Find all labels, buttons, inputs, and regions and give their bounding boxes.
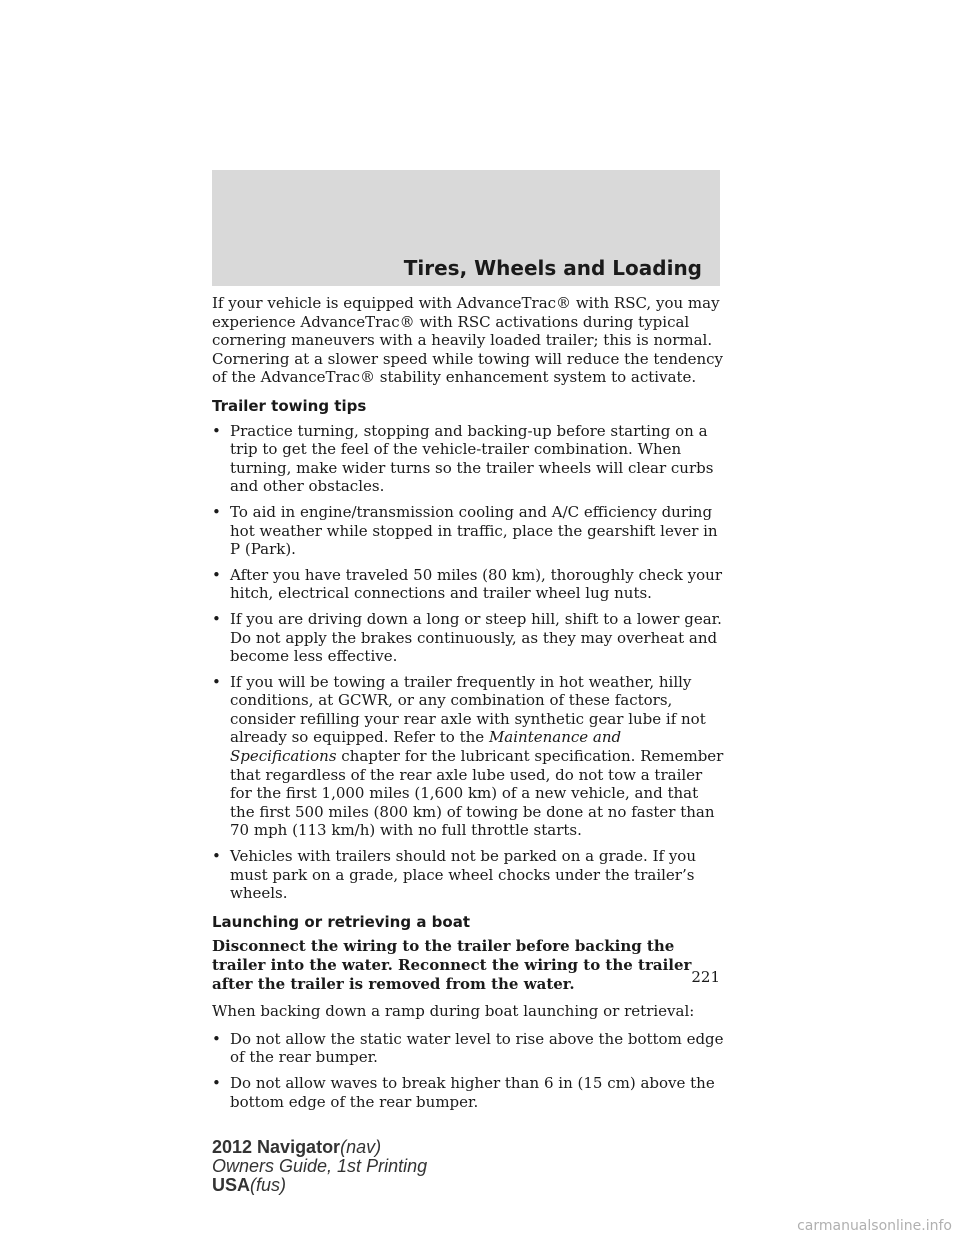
watermark: carmanualsonline.info [797,1218,952,1234]
section-title: Tires, Wheels and Loading [403,256,702,280]
footer-edition: Owners Guide, 1st Printing [212,1156,428,1176]
section-header-band [212,170,720,286]
list-item-text: chapter for the lubricant specification. Remember that regardless of the rear axle lube used, do not tow a trailer for the first 1,000 miles (1,600 km) of a new vehicle, and that the first 500 miles (800 km) of towing be done at no faster than 70 mph (113 km/h) with no full throttle starts. [230,747,724,840]
footer-market: USA [212,1175,251,1195]
footer-market-code: (fus) [250,1175,287,1195]
boat-heading: Launching or retrieving a boat [212,912,471,931]
list-item: • If you are driving down a long or steep hill, shift to a lower gear. Do not apply the brakes continuously, as they may overheat and become less effective. [212,610,727,666]
list-item-text: If you will be towing a trailer frequently in hot weather, hilly conditions, at GCWR, or any combination of these factors, consider refilling your rear axle with synthetic gear lube if not already so equipped. Refer to the [230,672,706,747]
chapter-reference: Maintenance and Specifications [230,728,622,766]
list-item: • After you have traveled 50 miles (80 km), thoroughly check your hitch, electrical connections and trailer wheel lug nuts. [212,566,727,603]
boat-intro: When backing down a ramp during boat launching or retrieval: [212,1002,695,1021]
list-item: • To aid in engine/transmission cooling and A/C efficiency during hot weather while stopped in traffic, place the gearshift lever in P (Park). [212,503,727,559]
towing-tips-heading: Trailer towing tips [212,396,367,415]
list-item: • Do not allow the static water level to rise above the bottom edge of the rear bumper. [212,1030,727,1067]
boat-list [212,1030,727,1111]
page-number: 221 [691,968,720,986]
footer-model: 2012 Navigator [212,1137,341,1157]
page-content [212,294,727,1118]
towing-tips-list [212,422,727,903]
list-item [212,673,727,840]
footer-model-code: (nav) [340,1137,382,1157]
intro-paragraph: If your vehicle is equipped with AdvanceTrac® with RSC, you may experience AdvanceTrac® with RSC activations during typical cornering maneuvers with a heavily loaded trailer; this is normal. Cornering at a slower speed while towing will reduce the tendency of the AdvanceTrac® stability enhancement system to activate. [212,294,724,387]
list-item: • Do not allow waves to break higher than 6 in (15 cm) above the bottom edge of the rear bumper. [212,1074,727,1111]
list-item: • Vehicles with trailers should not be parked on a grade. If you must park on a grade, place wheel chocks under the trailer’s wheels. [212,847,727,903]
list-item: • Practice turning, stopping and backing-up before starting on a trip to get the feel of the vehicle-trailer combination. When turning, make wider turns so the trailer wheels will clear curbs and other obstacles. [212,422,727,496]
print-footer [212,1138,427,1195]
boat-warning: Disconnect the wiring to the trailer before backing the trailer into the water. Reconnect the wiring to the trailer after the trailer is removed from the water. [212,937,692,993]
